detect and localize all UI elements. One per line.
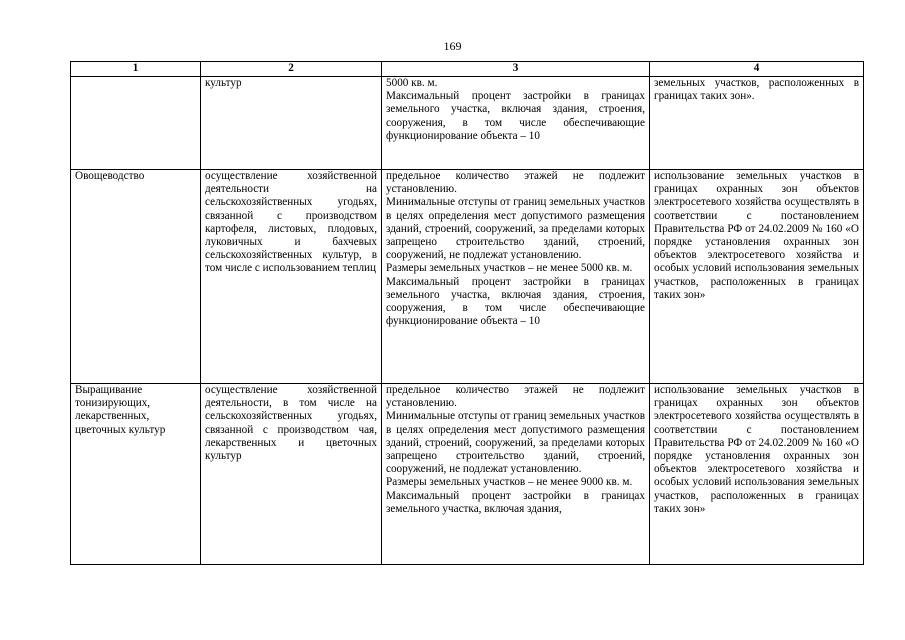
parameter-text: 5000 кв. м. xyxy=(386,77,438,89)
use-description-cell: осуществление хозяйственной деятельности, в том числе на сельскохозяйственных угодьях, связанной с производством чая, лекарственных и цветочных культур xyxy=(201,384,382,565)
parameter-text: Максимальный процент застройки в границах земельного участка, включая здания, строения, сооружения, в том числе обеспечивающие функционирование объекта – 10 xyxy=(386,275,645,328)
parameter-text: Максимальный процент застройки в границах земельного участка, включая здания, строения, сооружения, в том числе обеспечивающие функционирование объекта – 10 xyxy=(386,90,645,142)
restrictions-cell: использование земельных участков в границах охранных зон объектов электросетевого хозяйства осуществлять в соответствии с постановлением Правительства РФ от 24.02.2009 № 160 «О порядке установления охранных зон объектов электросетевого хозяйства и особых условий использования земельных участков, расположенных в границах таких зон» xyxy=(650,170,864,384)
parameter-text: предельное количество этажей не подлежит установлению. xyxy=(386,170,645,196)
use-type-cell: Выращивание тонизирующих, лекарственных, цветочных культур xyxy=(71,384,201,565)
parameter-text: предельное количество этажей не подлежит установлению. xyxy=(386,384,645,410)
parameter-text: Максимальный процент застройки в границах земельного участка, включая здания, xyxy=(386,489,645,515)
use-description-cell: культур xyxy=(201,77,382,170)
column-header: 3 xyxy=(382,62,650,77)
parameter-text: Размеры земельных участков – не менее 9000 кв. м. xyxy=(386,476,633,489)
column-header: 4 xyxy=(650,62,864,77)
page-number: 169 xyxy=(443,39,462,53)
parameter-text: Минимальные отступы от границ земельных участков в целях определения мест допустимого размещения зданий, строений, сооружений, за пределами которых запрещено строительство зданий, строений, сооружений, не подлежат установлению. xyxy=(386,410,645,476)
parameters-cell xyxy=(382,170,650,384)
parameters-cell xyxy=(382,384,650,565)
restrictions-cell: использование земельных участков в границах охранных зон объектов электросетевого хозяйства осуществлять в соответствии с постановлением Правительства РФ от 24.02.2009 № 160 «О порядке установления охранных зон объектов электросетевого хозяйства и особых условий использования земельных участков, расположенных в границах таких зон» xyxy=(650,384,864,565)
table-header-row xyxy=(71,62,864,77)
use-type-cell: Овощеводство xyxy=(71,170,201,384)
table-row xyxy=(71,77,864,170)
column-header: 2 xyxy=(201,62,382,77)
parameter-text: Размеры земельных участков – не менее 5000 кв. м. xyxy=(386,262,633,275)
parameter-text: Минимальные отступы от границ земельных участков в целях определения мест допустимого размещения зданий, строений, сооружений, за пределами которых запрещено строительство зданий, строений, сооружений, не подлежат установлению. xyxy=(386,196,645,262)
parameters-cell xyxy=(382,77,650,170)
use-description-cell: осуществление хозяйственной деятельности на сельскохозяйственных угодьях, связанной с производством картофеля, листовых, плодовых, луковичных и бахчевых сельскохозяйственных культур, в том числе с использованием теплиц xyxy=(201,170,382,384)
use-type-cell xyxy=(71,77,201,170)
restrictions-cell: земельных участков, расположенных в границах таких зон». xyxy=(650,77,864,170)
table-row xyxy=(71,170,864,384)
table-row xyxy=(71,384,864,565)
regulations-table xyxy=(70,61,864,565)
column-header: 1 xyxy=(71,62,201,77)
